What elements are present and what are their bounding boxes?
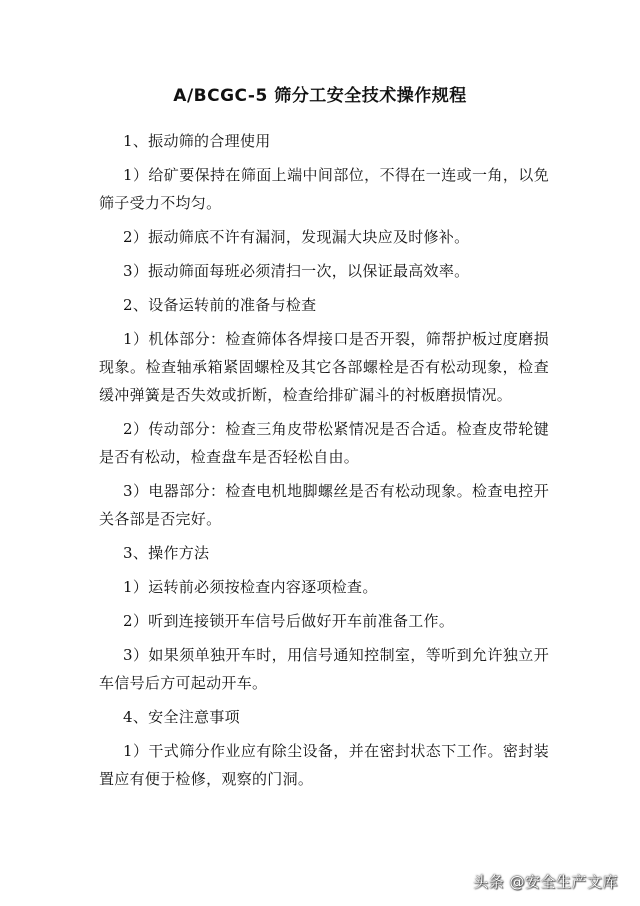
paragraph: 3）电器部分：检查电机地脚螺丝是否有松动现象。检查电控开关各部是否完好。 [99,482,549,528]
paragraph: 1）给矿要保持在筛面上端中间部位，不得在一连或一角，以免筛子受力不均匀。 [99,166,549,212]
paragraph: 2）传动部分：检查三角皮带松紧情况是否合适。检查皮带轮键是否有松动，检查盘车是否轻松自由。 [99,420,549,466]
paragraph: 2）振动筛底不许有漏洞，发现漏大块应及时修补。 [123,228,470,246]
paragraph: 1）机体部分：检查筛体各焊接口是否开裂，筛帮护板过度磨损现象。检查轴承箱紧固螺栓及其它各部螺栓是否有松动现象，检查缓冲弹簧是否失效或折断，检查给排矿漏斗的衬板磨损情况。 [99,330,549,404]
document-title: A/BCGC-5 筛分工安全技术操作规程 [173,86,467,106]
paragraph: 2）听到连接锁开车信号后做好开车前准备工作。 [123,612,455,630]
paragraph: 1）干式筛分作业应有除尘设备，并在密封状态下工作。密封装置应有便于检修，观察的门洞。 [99,742,549,788]
section-heading-3: 3、操作方法 [123,544,210,562]
document-body [99,127,549,799]
section-heading-2: 2、设备运转前的准备与检查 [123,296,317,314]
watermark: 头条 @安全生产文库 [473,873,618,891]
paragraph: 3）如果须单独开车时，用信号通知控制室，等听到允许独立开车信号后方可起动开车。 [99,646,549,692]
section-heading-4: 4、安全注意事项 [123,708,240,726]
section-heading-1: 1、振动筛的合理使用 [123,132,271,150]
paragraph: 3）振动筛面每班必须清扫一次，以保证最高效率。 [123,262,470,280]
paragraph: 1）运转前必须按检查内容逐项检查。 [123,578,378,596]
